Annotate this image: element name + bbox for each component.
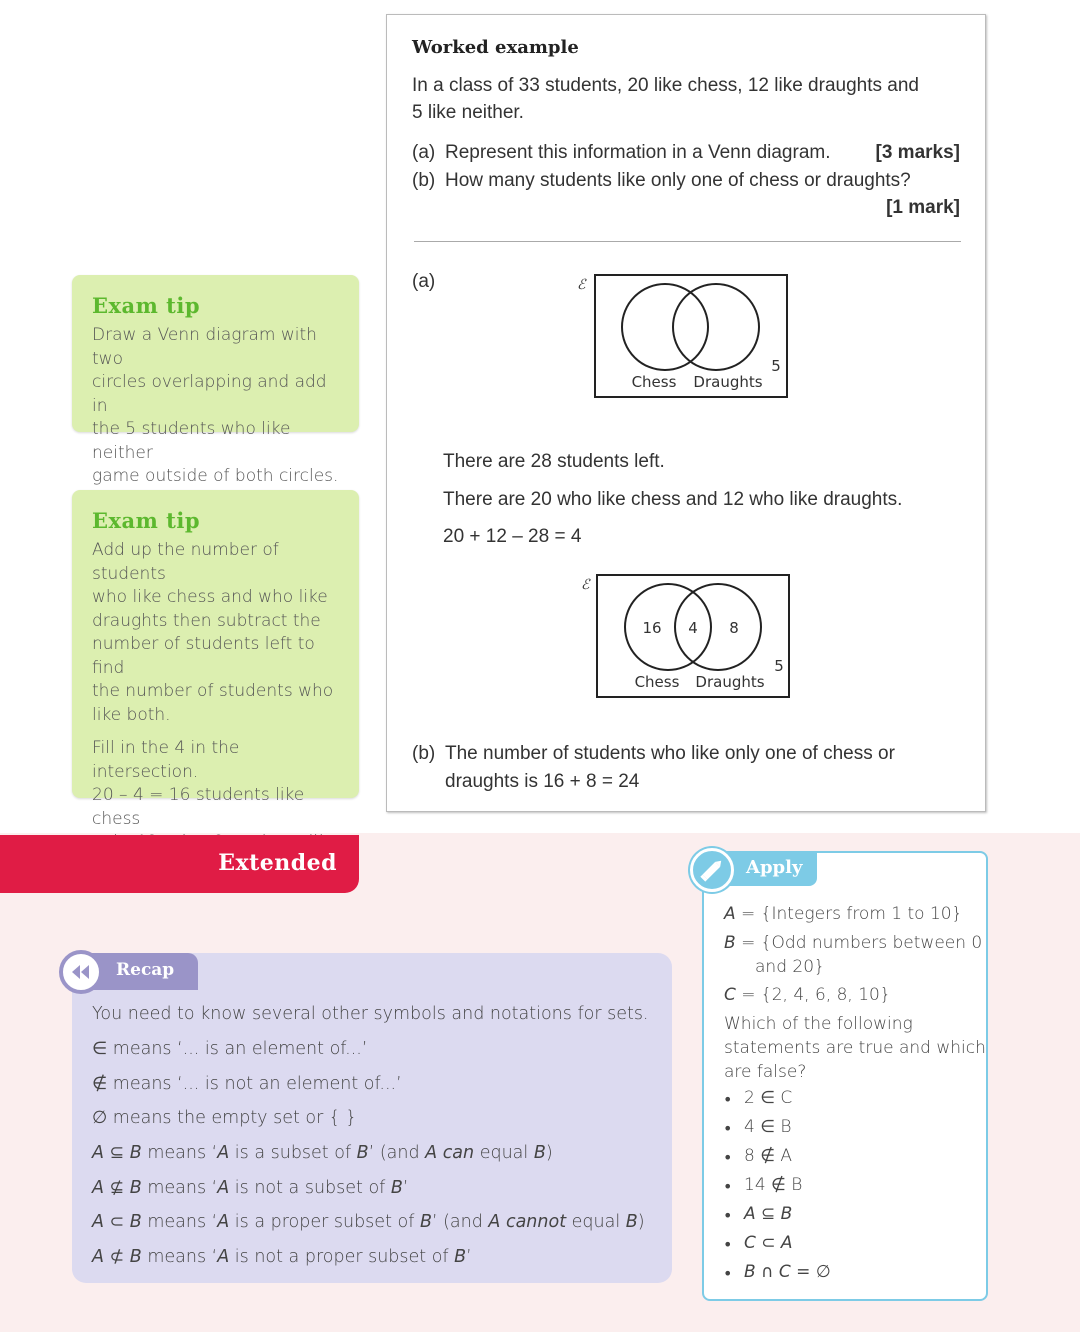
apply-question-line-2: statements are true and which: [724, 1038, 986, 1058]
question-a-marks: [3 marks]: [875, 142, 960, 163]
answer-b-line-1: The number of students who like only one of chess or: [445, 743, 895, 764]
exam-tip-2-body: [92, 539, 345, 878]
apply-statement: 2 ∈ C: [744, 1088, 793, 1108]
apply-statement: C ⊂ A: [744, 1233, 793, 1253]
exam-tip-1-line: circles overlapping and add in: [92, 372, 327, 416]
apply-set-b-continued: and 20}: [755, 957, 825, 977]
bullet-icon: •: [723, 1119, 733, 1138]
apply-statement: 14 ∉ B: [744, 1175, 803, 1195]
bullet-icon: •: [723, 1235, 733, 1254]
apply-statement: 4 ∈ B: [744, 1117, 792, 1137]
worked-example-intro-line-2: 5 like neither.: [412, 102, 524, 123]
step-1-text: There are 28 students left.: [443, 451, 665, 472]
divider: [414, 241, 961, 242]
exam-tip-2-line: draughts then subtract the: [92, 610, 321, 631]
recap-item-not-proper-subset: A ⊄ B means ‘A is not a proper subset of B’: [92, 1247, 472, 1267]
bullet-icon: •: [723, 1148, 733, 1167]
bullet-icon: •: [723, 1206, 733, 1225]
exam-tip-1: [72, 275, 359, 486]
exam-tip-2-line: the number of students who: [92, 681, 334, 701]
venn2-chess-circle: [625, 584, 711, 670]
venn2-universal-symbol: ℰ: [581, 577, 590, 593]
venn1-draughts-label: Draughts: [693, 373, 763, 391]
exam-tip-2-line: Fill in the 4 in the intersection.: [92, 738, 240, 782]
exam-tip-1-line: Draw a Venn diagram with two: [92, 325, 317, 369]
venn-diagram-2: [577, 573, 797, 705]
exam-tip-2-line: like both.: [92, 704, 171, 725]
exam-tip-2-paragraph-1: [92, 539, 345, 727]
venn-diagram-1: [573, 273, 793, 405]
recap-item-empty-set: ∅ means the empty set or { }: [92, 1108, 357, 1128]
exam-tip-2-line: Add up the number of students: [92, 540, 279, 584]
venn1-outside-value: 5: [771, 357, 781, 375]
exam-tip-2: [72, 490, 359, 829]
exam-tip-1-body: [92, 324, 345, 489]
question-a-label: (a): [412, 142, 436, 163]
pencil-icon: [690, 848, 734, 892]
question-b-text: How many students like only one of chess or draughts?: [445, 170, 911, 191]
exam-tip-2-title: Exam tip: [92, 508, 201, 533]
worked-example-title: Worked example: [412, 37, 579, 58]
venn1-chess-label: Chess: [631, 373, 677, 391]
extended-label: Extended: [218, 850, 337, 876]
apply-label: Apply: [746, 857, 803, 878]
venn2-chess-label: Chess: [634, 673, 680, 691]
question-a-text: Represent this information in a Venn diagram.: [445, 142, 831, 163]
apply-statement: 8 ∉ A: [744, 1146, 793, 1166]
step-2-text: There are 20 who like chess and 12 who like draughts.: [443, 489, 903, 510]
exam-tip-2-line: 20 – 4 = 16 students like chess: [92, 785, 305, 829]
recap-label: Recap: [116, 960, 175, 980]
venn2-draughts-only-value: 8: [729, 619, 739, 637]
recap-item-subset: A ⊆ B means ‘A is a subset of B’ (and A can equal B): [92, 1143, 553, 1163]
venn2-intersection-value: 4: [688, 619, 698, 637]
answer-b-label: (b): [412, 743, 436, 764]
apply-set-b: B = {Odd numbers between 0: [724, 933, 983, 953]
rewind-icon: [59, 950, 103, 994]
apply-statement: B ∩ C = ∅: [744, 1262, 831, 1282]
apply-question-line-1: Which of the following: [724, 1014, 913, 1034]
exam-tip-1-title: Exam tip: [92, 293, 201, 318]
answer-a-label: (a): [412, 271, 436, 292]
question-b-marks: [1 mark]: [886, 197, 960, 218]
recap-intro: You need to know several other symbols and notations for sets.: [92, 1004, 649, 1024]
worked-example-panel: [386, 14, 986, 812]
recap-item-proper-subset: A ⊂ B means ‘A is a proper subset of B’ (and A cannot equal B): [92, 1212, 645, 1232]
exam-tip-1-line: the 5 students who like neither: [92, 419, 291, 463]
venn2-chess-only-value: 16: [642, 619, 662, 637]
extended-banner: [0, 835, 359, 893]
recap-item-not-subset: A ⊈ B means ‘A is not a subset of B’: [92, 1178, 409, 1198]
apply-question-line-3: are false?: [724, 1062, 807, 1082]
apply-statement: A ⊆ B: [744, 1204, 793, 1224]
bullet-icon: •: [723, 1264, 733, 1283]
venn1-universal-symbol: ℰ: [577, 277, 586, 293]
exam-tip-2-line: who like chess and who like: [92, 587, 328, 607]
apply-set-a: A = {Integers from 1 to 10}: [724, 904, 963, 924]
recap-item-not-element: ∉ means ‘... is not an element of...’: [92, 1074, 402, 1094]
venn1-chess-circle: [622, 284, 708, 370]
apply-set-c: C = {2, 4, 6, 8, 10}: [724, 985, 891, 1005]
venn1-draughts-circle: [673, 284, 759, 370]
bullet-icon: •: [723, 1090, 733, 1109]
question-b-label: (b): [412, 170, 436, 191]
exam-tip-1-line: game outside of both circles.: [92, 466, 339, 486]
bullet-icon: •: [723, 1177, 733, 1196]
venn2-outside-value: 5: [774, 657, 784, 675]
venn2-draughts-label: Draughts: [695, 673, 765, 691]
step-3-text: 20 + 12 – 28 = 4: [443, 526, 582, 547]
exam-tip-2-line: number of students left to find: [92, 634, 315, 678]
answer-b-line-2: draughts is 16 + 8 = 24: [445, 771, 640, 792]
recap-item-element: ∈ means ‘... is an element of...’: [92, 1039, 368, 1059]
worked-example-intro-line-1: In a class of 33 students, 20 like chess, 12 like draughts and: [412, 75, 919, 96]
